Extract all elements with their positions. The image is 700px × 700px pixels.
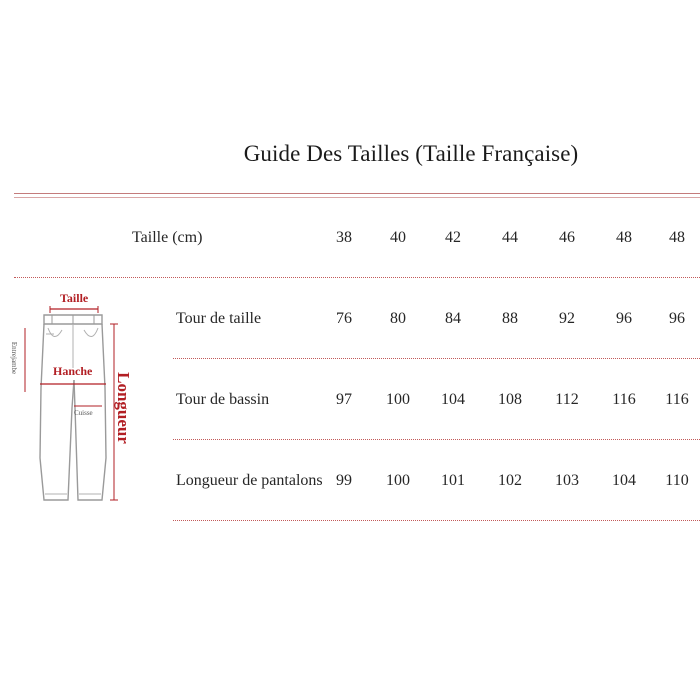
table-cell: 100 (386, 391, 410, 408)
table-cell: 88 (502, 310, 518, 327)
table-cell: 116 (612, 391, 636, 408)
table-cell: 116 (665, 391, 689, 408)
table-cell: 102 (498, 472, 522, 489)
row-divider (173, 358, 700, 359)
size-header: 42 (445, 229, 461, 246)
table-cell: 92 (559, 310, 575, 327)
size-header: 48 (669, 229, 685, 246)
size-header: 38 (336, 229, 352, 246)
diagram-label-longueur: Longueur (113, 372, 133, 444)
row-divider (173, 439, 700, 440)
table-cell: 104 (612, 472, 636, 489)
header-divider (14, 277, 700, 278)
table-cell: 103 (555, 472, 579, 489)
table-cell: 97 (336, 391, 352, 408)
table-cell: 99 (336, 472, 352, 489)
table-cell: 96 (616, 310, 632, 327)
table-cell: 76 (336, 310, 352, 327)
size-header: 44 (502, 229, 518, 246)
diagram-label-entrejambe: Entrejambe (10, 341, 19, 375)
header-label: Taille (cm) (132, 229, 203, 246)
row-divider (173, 520, 700, 521)
title-divider (14, 193, 700, 194)
diagram-label-taille: Taille (60, 291, 89, 305)
table-cell: 84 (445, 310, 461, 327)
table-cell: 101 (441, 472, 465, 489)
page-title: Guide Des Tailles (Taille Française) (243, 141, 579, 166)
pants-diagram (10, 288, 135, 528)
row-label-tour-de-bassin: Tour de bassin (176, 391, 270, 408)
table-cell: 112 (555, 391, 579, 408)
table-cell: 108 (498, 391, 522, 408)
size-header: 40 (390, 229, 406, 246)
size-header: 46 (559, 229, 575, 246)
title-divider-secondary (14, 197, 700, 198)
table-cell: 80 (390, 310, 406, 327)
table-cell: 96 (669, 310, 685, 327)
row-label-longueur-de-pantalons: Longueur de pantalons (176, 472, 323, 489)
table-cell: 110 (665, 472, 689, 489)
size-header: 48 (616, 229, 632, 246)
diagram-label-hanche: Hanche (53, 364, 93, 378)
diagram-label-cuisse: Cuisse (74, 409, 93, 417)
row-label-tour-de-taille: Tour de taille (176, 310, 262, 327)
table-cell: 104 (441, 391, 465, 408)
table-cell: 100 (386, 472, 410, 489)
